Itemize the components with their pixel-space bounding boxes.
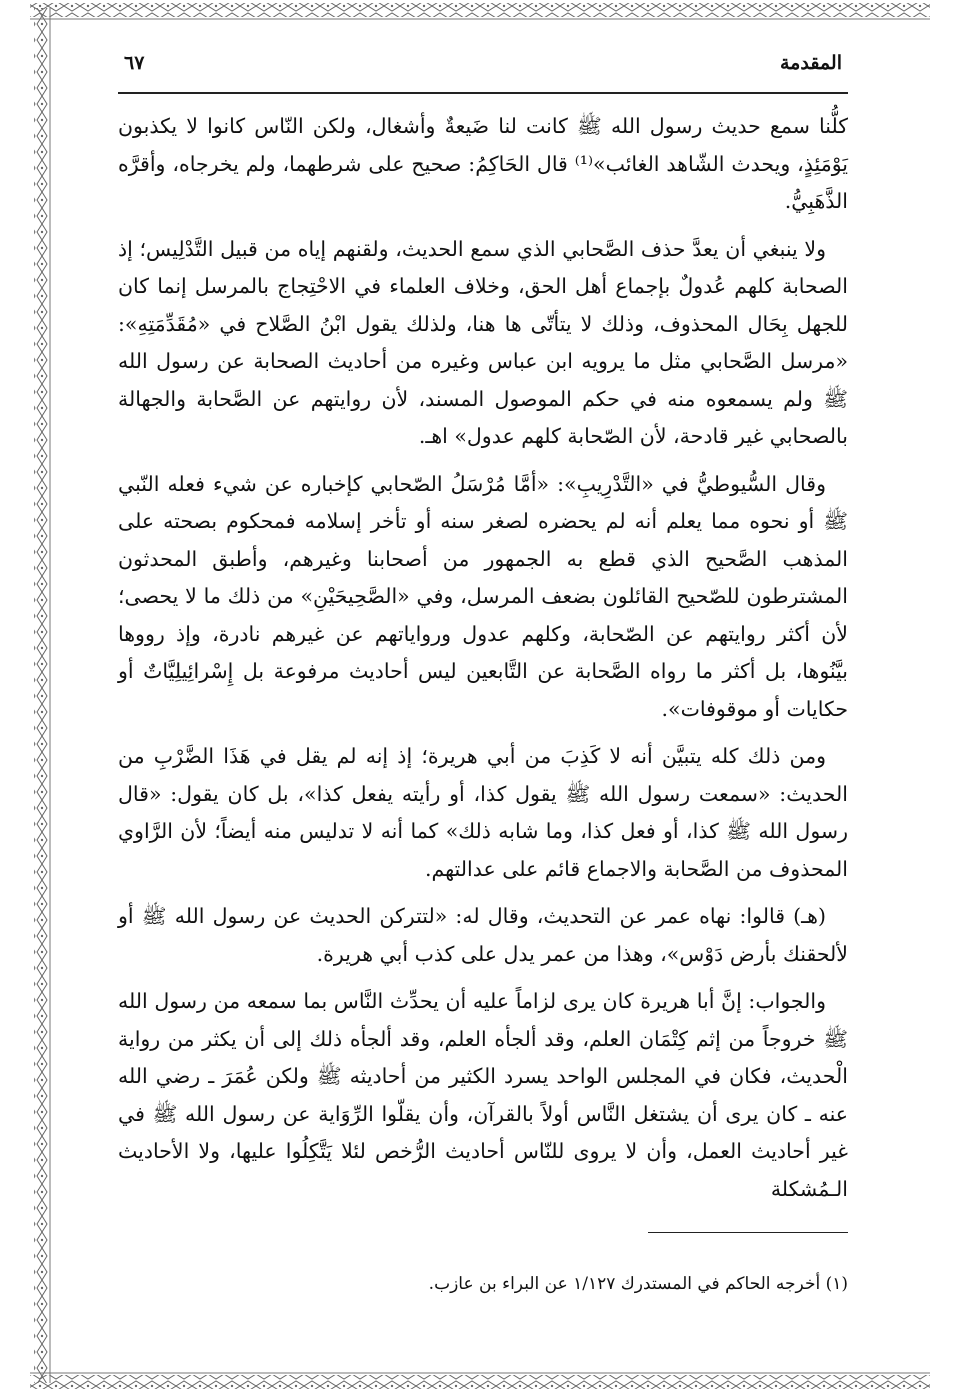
- running-header: [118, 52, 848, 94]
- paragraph: ومن ذلك كله يتبيَّن أنه لا كَذِبَ من أبي هريرة؛ إذ إنه لم يقل في هَذَا الضَّرْبِ من الحديث: «سمعت رسول الله ﷺ يقول كذا، أو رأيته يفعل كذا»، بل كان يقول: «قال رسول الله ﷺ كذا، أو فعل كذا، وما شابه ذلك» كما أنه لا تدليس منه أيضاً؛ لأن الرَّاوي المحذوف من الصَّحابة والاجماع قائم على عدالتهم.: [118, 744, 848, 881]
- footnote-separator: [648, 1232, 848, 1233]
- paragraph: ولا ينبغي أن يعدَّ حذف الصَّحابي الذي سمع الحديث، ولقنهم إياه من قبيل التَّدْلِيس؛ إذ الصحابة كلهم عُدولٌ بإجماع أهل الحق، وخلاف العلماء في الاحْتِجاج بالمرسل إنما كان للجهل بِحَال المحذوف، وذلك لا يتأتّى ها هنا، ولذلك يقول ابْنُ الصَّلاح في «مُقَدِّمَتِهِ»: «مرسل الصَّحابي مثل ما يرويه ابن عباس وغيره من أحاديث الصحابة عن رسول الله ﷺ ولم يسمعوه منه في حكم الموصول المسند، لأن روايتهم عن الصَّحابة والجهالة بالصحابي غير قادحة، لأن الصّحابة كلهم عدول» اهـ.: [118, 236, 848, 448]
- paragraph: (هـ) قالوا: نهاه عمر عن التحديث، وقال له: «لتتركن الحديث عن رسول الله ﷺ أو لألحقنك بأرض دَوْس»، وهذا من عمر يدل على كذب أبي هريرة.: [118, 904, 848, 966]
- footnote: (١) أخرجه الحاكم في المستدرك ١/١٢٧ عن البراء بن عازب.: [428, 1274, 848, 1294]
- paragraph: وقال السُّيوطيُّ في «التَّدْرِيبِ»: «أمَّا مُرْسَلُ الصّحابي كإخباره عن شيء فعله النّبي ﷺ أو نحوه مما يعلم أنه لم يحضره لصغر سنه أو تأخر إسلامه فمحكوم بصحته على المذهب الصَّحيح الذي قطع به الجمهور من أصحابنا وغيرهم، وأطبق المحدثون المشترطون للصّحيح القائلون بضعف المرسل، وفي «الصَّحِيحَيْنِ» من ذلك ما لا يحصى؛ لأن أكثر روايتهم عن الصّحابة، وكلهم عدول ورواياتهم عن غيرهم نادرة، وإذ رووها بيَّنُوها، بل أكثر ما رواه الصَّحابة عن التَّابعين ليس أحاديث مرفوعة بل إِسْرائِيلِيَّاتٌ أو حكايات أو موقوفات».: [118, 471, 848, 721]
- paragraph: كلُّنا سمع حديث رسول الله ﷺ كانت لنا ضَيعةٌ وأشغال، ولكن النّاس كانوا لا يكذبون يَوْمَئِذٍ، ويحدث الشّاهد الغائب»⁽¹⁾ قال الحَاكِمُ: صحيح على شرطهما، ولم يخرجاه، وأقرَّه الذَّهَبِيُّ.: [118, 114, 848, 213]
- page-number: ٦٧: [124, 52, 145, 74]
- paragraph: والجواب: إنَّ أبا هريرة كان يرى لزاماً عليه أن يحدِّث النَّاس بما سمعه من رسول الله ﷺ خروجاً من إثم كِتْمَان العلم، وقد ألجأه العلم، وقد ألجأه ذلك إلى أن يكثر من رواية الْحديث، فكان في المجلس الواحد يسرد الكثير من أحاديثه ﷺ ولكن عُمَرَ ـ رضي الله عنه ـ كان يرى أن يشتغل النَّاس أولاً بالقرآن، وأن يقلّوا الرِّوَاية عن رسول الله ﷺ في غير أحاديث العمل، وأن لا يروى للنّاس أحاديث الرُّخص لئلا يَتَّكِلُوا عليها، ولا الأحاديث الـمُشكلة: [118, 989, 848, 1201]
- page-content: [118, 52, 848, 1352]
- chapter-title: المقدمة: [779, 52, 842, 74]
- main-text: [118, 108, 848, 1208]
